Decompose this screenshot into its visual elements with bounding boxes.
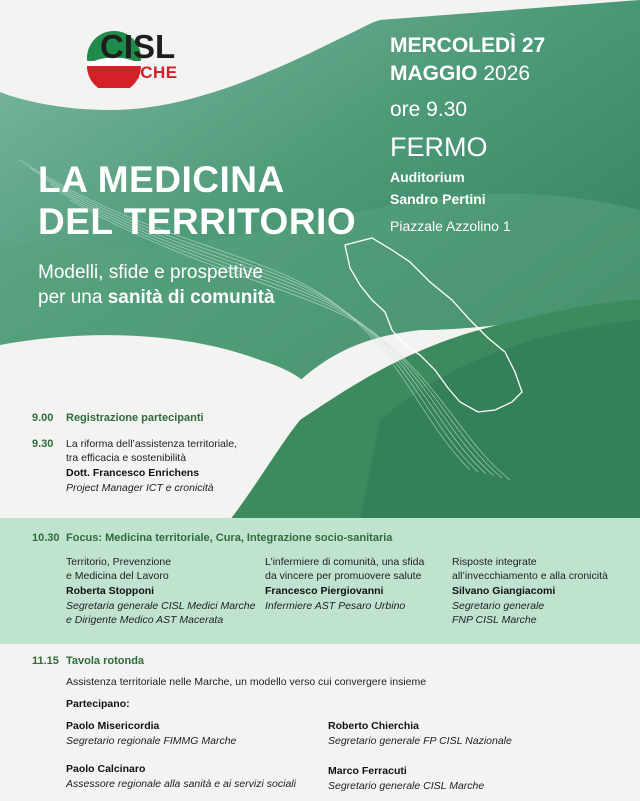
venue-line1: Auditorium (390, 169, 465, 185)
p3-role: Assessore regionale alla sanità e ai servizi sociali (66, 778, 296, 790)
c1-role2: e Dirigente Medico AST Macerata (66, 614, 224, 626)
c1-line2: e Medicina del Lavoro (66, 570, 169, 582)
c2-line2: da vincere per promuovere salute (265, 570, 422, 582)
session2-speaker: Dott. Francesco Enrichens (66, 467, 200, 479)
event-address: Piazzale Azzolino 1 (390, 218, 511, 234)
c3-line1: Risposte integrate (452, 556, 537, 568)
session3-time: 10.30 (32, 532, 60, 544)
c1-speaker: Roberta Stopponi (66, 585, 155, 597)
c1-line1: Territorio, Prevenzione (66, 556, 172, 568)
c3-line2: all’invecchiamento e alla cronicità (452, 570, 608, 582)
session4-heading: Tavola rotonda (66, 655, 145, 667)
participants-label: Partecipano: (66, 698, 130, 710)
p3-name: Paolo Calcinaro (66, 763, 146, 775)
event-time: ore 9.30 (390, 98, 468, 121)
session2-time: 9.30 (32, 438, 54, 450)
c3-speaker: Silvano Giangiacomi (452, 585, 556, 597)
session1-heading: Registrazione partecipanti (66, 412, 204, 424)
p2-role: Segretario generale FP CISL Nazionale (328, 735, 512, 747)
page-title-line1: LA MEDICINA (38, 159, 285, 200)
subtitle-emphasis: sanità di comunità (107, 287, 275, 308)
event-weekday: MERCOLEDÌ 27 (390, 34, 546, 57)
subtitle-line1: Modelli, sfide e prospettive (38, 262, 263, 283)
c3-role1: Segretario generale (452, 600, 545, 612)
p1-name: Paolo Misericordia (66, 720, 160, 732)
session2-line1: La riforma dell’assistenza territoriale, (66, 438, 237, 450)
c2-speaker: Francesco Piergiovanni (265, 585, 384, 597)
page-title-line2: DEL TERRITORIO (38, 201, 357, 242)
session4-time: 11.15 (32, 655, 59, 667)
c1-role1: Segretaria generale CISL Medici Marche (66, 600, 256, 612)
c2-role1: Infermiere AST Pesaro Urbino (265, 600, 406, 612)
p2-name: Roberto Chierchia (328, 720, 420, 732)
session2-line2: tra efficacia e sostenibilità (66, 452, 187, 464)
event-month: MAGGIO (390, 62, 478, 85)
session1-time: 9.00 (32, 412, 54, 424)
p4-name: Marco Ferracuti (328, 765, 407, 777)
subtitle-line2 (38, 286, 275, 310)
venue-line2: Sandro Pertini (390, 191, 486, 207)
event-year: 2026 (483, 62, 531, 85)
event-city: FERMO (390, 132, 488, 162)
c3-role2: FNP CISL Marche (452, 614, 537, 626)
subtitle-prefix: per una (38, 287, 108, 308)
session3-heading: Focus: Medicina territoriale, Cura, Integrazione socio-sanitaria (66, 532, 393, 544)
p4-role: Segretario generale CISL Marche (328, 780, 485, 792)
logo-name: CISL (100, 28, 176, 65)
logo-region: MARCHE (100, 63, 178, 82)
c2-line1: L’infermiere di comunità, una sfida (265, 556, 425, 568)
event-month-year (390, 62, 530, 86)
session4-desc: Assistenza territoriale nelle Marche, un modello verso cui convergere insieme (66, 676, 427, 688)
p1-role: Segretario regionale FIMMG Marche (66, 735, 237, 747)
session2-role: Project Manager ICT e cronicità (66, 482, 214, 494)
